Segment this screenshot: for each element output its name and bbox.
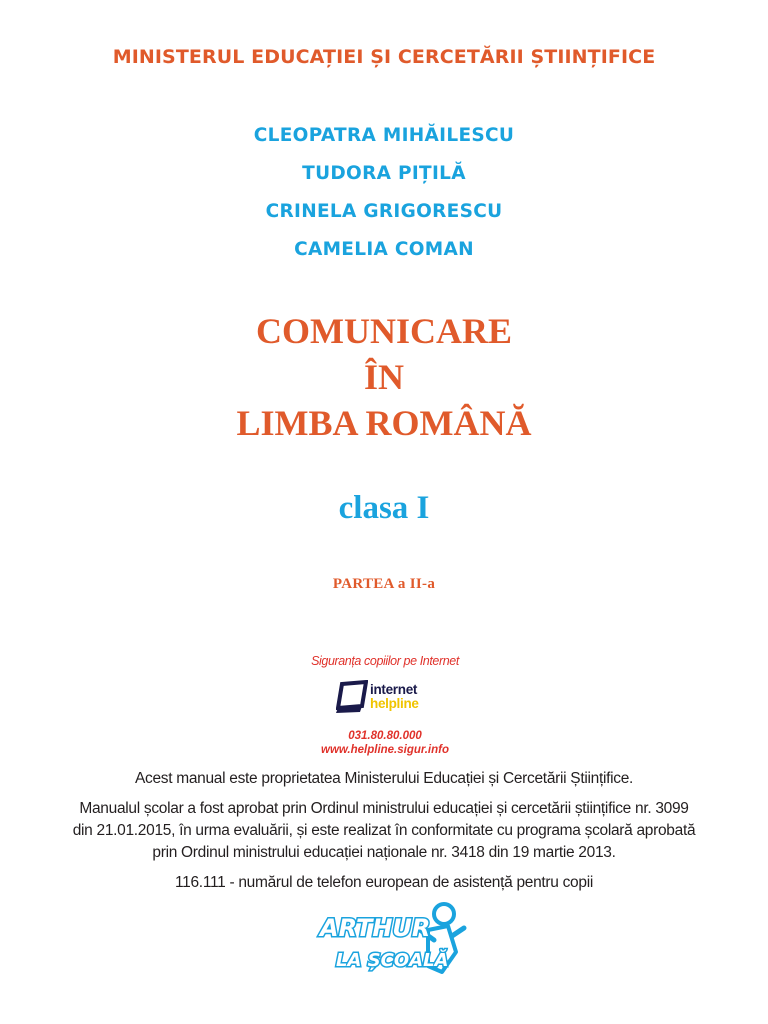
grade-label: clasa I <box>338 490 430 526</box>
monitor-icon <box>336 680 368 714</box>
arthur-logo-line1: ARTHUR <box>320 914 431 942</box>
arthur-logo-line2: LA ȘCOALĂ <box>336 950 449 971</box>
helpline-safety-text: Siguranța copiilor pe Internet <box>311 654 459 668</box>
ministry-name: MINISTERUL EDUCAȚIEI ȘI CERCETĂRII ȘTIINȚIFICE <box>112 46 656 68</box>
approval-line-1: Manualul școlar a fost aprobat prin Ordinul ministrului educației și cercetării științifice nr. 3099 <box>79 800 689 817</box>
title-line-1: COMUNICARE <box>256 311 512 351</box>
internet-helpline-logo <box>290 650 480 766</box>
title-line-2: ÎN <box>363 357 404 397</box>
helpline-phone: 031.80.80.000 <box>348 730 422 742</box>
property-note: Acest manual este proprietatea Ministerului Educației și Cercetării Științifice. <box>134 770 634 787</box>
approval-line-2: din 21.01.2015, în urma evaluării, și este realizat în conformitate cu programa școlară aprobată <box>72 822 696 839</box>
approval-line-3: prin Ordinul ministrului educației naționale nr. 3418 din 19 martie 2013. <box>152 844 616 861</box>
part-label: PARTEA a II-a <box>332 576 436 592</box>
helpline-word-internet: internet <box>370 682 418 697</box>
author-4: CAMELIA COMAN <box>294 239 474 260</box>
author-1: CLEOPATRA MIHĂILESCU <box>253 125 515 146</box>
child-helpline-note: 116.111 - numărul de telefon european de asistență pentru copii <box>175 874 593 891</box>
helpline-word-helpline: helpline <box>370 696 419 711</box>
author-3: CRINELA GRIGORESCU <box>265 201 503 222</box>
helpline-logo-mark <box>336 680 446 720</box>
helpline-url: www.helpline.sigur.info <box>321 744 449 756</box>
author-2: TUDORA PIȚILĂ <box>302 163 466 184</box>
arthur-la-scoala-logo <box>316 900 472 980</box>
arthur-mascot-icon <box>316 900 472 980</box>
title-line-3: LIMBA ROMÂNĂ <box>236 403 532 443</box>
